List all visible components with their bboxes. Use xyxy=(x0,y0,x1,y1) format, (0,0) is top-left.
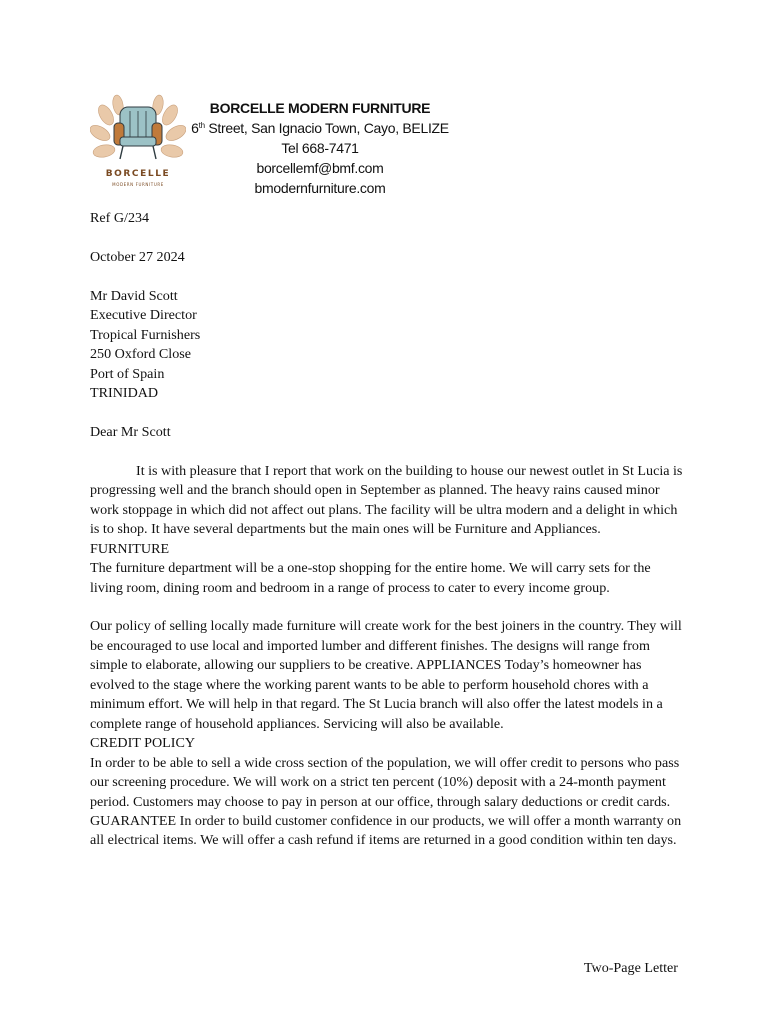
address-street: Street, San Ignacio Town, Cayo, BELIZE xyxy=(204,120,449,136)
salutation: Dear Mr Scott xyxy=(90,423,171,440)
company-name: BORCELLE MODERN FURNITURE xyxy=(209,100,431,116)
paragraph-local-appliances: Our policy of selling locally made furniture will create work for the best joiners in the country. They will be encouraged to use local and imported lumber and different finishes. The designs will range from simple to elaborate, allowing our suppliers to be creative. APPLIANCES Today’s homeowner has evolved to the stage where the working parent wants to be able to perform household chores with a minimum effort. We will help in that regard. The St Lucia branch will also offer the latest models in a complete range of household appliances. Servicing will also be available. xyxy=(90,618,682,732)
recipient-line: Port of Spain xyxy=(90,365,165,382)
page-footer-label: Two-Page Letter xyxy=(583,960,678,976)
paragraph-credit-guarantee: In order to be able to sell a wide cross section of the population, we will offer credit to persons who pass our screening procedure. We will work on a strict ten percent (10%) deposit with a 24-month payment period. Customers may choose to pay in person at our office, through salary deductions or credit cards. GUARANTEE In order to build customer confidence in our products, we will offer a month warranty on all electrical items. We will offer a cash refund if items are returned in a good condition within ten days. xyxy=(90,754,682,849)
recipient-line: 250 Oxford Close xyxy=(90,346,191,363)
company-website[interactable]: bmodernfurniture.com xyxy=(254,180,386,196)
letter-body xyxy=(90,209,686,851)
address-number: 6 xyxy=(191,120,199,136)
armchair-logo-icon xyxy=(90,93,186,171)
company-address xyxy=(190,118,450,138)
recipient-line: Mr David Scott xyxy=(90,287,178,304)
address-ordinal: th xyxy=(198,121,205,130)
recipient-line: Executive Director xyxy=(90,307,197,324)
recipient-line: Tropical Furnishers xyxy=(90,326,201,343)
company-tel: Tel 668-7471 xyxy=(281,140,359,156)
paragraph-intro: It is with pleasure that I report that work on the building to house our newest outlet in St Lucia is progressing well and the branch should open in September as planned. The heavy rains caused minor work stoppage in which did not affect out plans. The facility will be ultra modern and a delight in which is to shop. It have several departments but the main ones will be Furniture and Appliances. xyxy=(90,462,683,538)
company-email[interactable]: borcellemf@bmf.com xyxy=(256,160,384,176)
recipient-line: TRINIDAD xyxy=(90,385,159,402)
heading-furniture: FURNITURE xyxy=(90,540,170,557)
company-logo xyxy=(90,93,186,193)
logo-tagline: MODERN FURNITURE xyxy=(112,182,164,187)
paragraph-furniture: The furniture department will be a one-stop shopping for the entire home. We will carry sets for the living room, dining room and bedroom in a range of process to cater to every income group. xyxy=(90,560,651,596)
reference-number: Ref G/234 xyxy=(90,210,150,226)
letterhead xyxy=(0,0,768,205)
logo-wordmark: BORCELLE xyxy=(105,169,171,179)
heading-credit-policy: CREDIT POLICY xyxy=(90,735,196,752)
company-details xyxy=(190,98,450,198)
recipient-address xyxy=(90,287,686,404)
letter-date: October 27 2024 xyxy=(90,248,185,265)
